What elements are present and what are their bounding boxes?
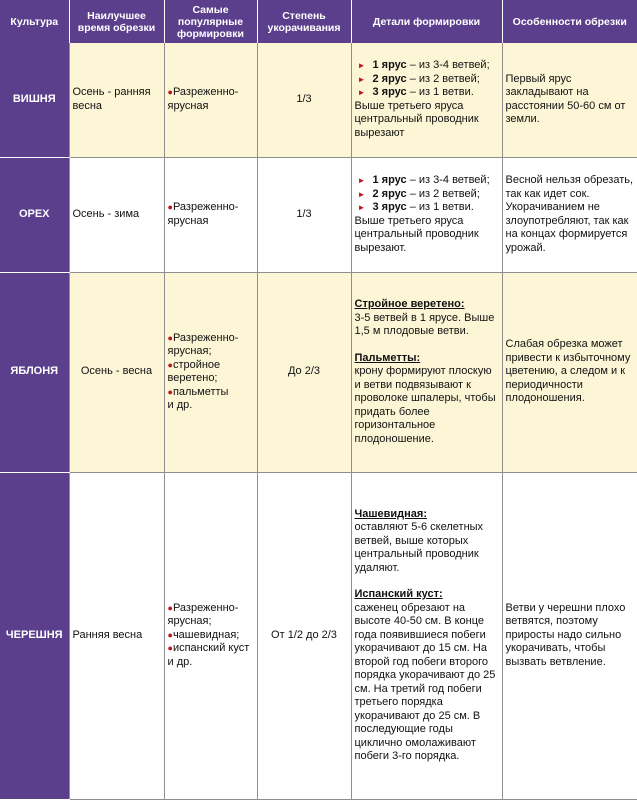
crop-name: ОРЕХ <box>0 157 69 272</box>
list-item: ► 3 ярус – из 1 ветви. <box>357 86 474 99</box>
col-header-details: Детали формировки <box>351 0 502 43</box>
arrow-right-icon: ► <box>357 74 366 84</box>
formations: ●Разреженно-ярусная; ●чашевидная; ●испанский куст и др. <box>164 472 257 799</box>
bullet-icon: ● <box>167 359 173 370</box>
pruning-features: Слабая обрезка может привести к избыточному цветению, а следом и к периодичности плодоношения. <box>502 272 637 472</box>
formation-details: ► 1 ярус – из 3-4 ветвей; ► 2 ярус – из 2 ветвей; ► 3 ярус – из 1 ветви. Выше третьего яруса центральный проводник вырезают. <box>351 157 502 272</box>
col-header-time: Наилучшее время обрезки <box>69 0 164 43</box>
col-header-forms: Самые популярные формировки <box>164 0 257 43</box>
pruning-features: Первый ярус закладывают на расстоянии 50-60 см от земли. <box>502 43 637 157</box>
detail-subtitle: Стройное веретено: <box>354 298 465 310</box>
bullet-icon: ● <box>167 332 173 343</box>
list-item: ► 1 ярус – из 3-4 ветвей; <box>357 174 490 186</box>
shortening-degree: От 1/2 до 2/3 <box>257 472 351 799</box>
formation-details: Стройное веретено: 3-5 ветвей в 1 ярусе. Выше 1,5 м плодовые ветви. Пальметты: крону формируют плоскую и ветви подвязывают к проволоке шпалеры, чтобы придать более горизонтальное плодоношение. <box>351 272 502 472</box>
pruning-time: Осень - ранняя весна <box>69 43 164 157</box>
bullet-icon: ● <box>167 386 173 397</box>
shortening-degree: 1/3 <box>257 157 351 272</box>
bullet-icon: ● <box>167 643 173 654</box>
bullet-icon: ● <box>167 87 173 98</box>
shortening-degree: До 2/3 <box>257 272 351 472</box>
table-row <box>0 272 637 472</box>
detail-subtitle: Испанский куст: <box>354 588 443 600</box>
crop-name: ВИШНЯ <box>0 43 69 157</box>
arrow-right-icon: ► <box>357 88 366 98</box>
detail-subtitle: Пальметты: <box>354 351 421 364</box>
table-row <box>0 472 637 799</box>
formations: ●Разреженно-ярусная <box>164 157 257 272</box>
pruning-features: Весной нельзя обрезать, так как идет сок. Укорачиванием не злоупотребляют, так как на концах формируется урожай. <box>502 157 637 272</box>
formation-details: Чашевидная: оставляют 5-6 скелетных ветвей, выше которых центральный проводник удаляют. Испанский куст: саженец обрезают на высоте 40-50 см. В конце года появившиеся побеги укорачивают до 15 см. На второй год побеги второго порядка укорачивают до 25 см. На третий год побеги третьего порядка укорачивают до 25 см. В последующие годы циклично омолаживают побеги 3-го порядка. <box>351 472 502 799</box>
formations: ●Разреженно-ярусная; ●стройное веретено; ●пальметты и др. <box>164 272 257 472</box>
pruning-time: Осень - весна <box>69 272 164 472</box>
pruning-time: Осень - зима <box>69 157 164 272</box>
pruning-features: Ветви у черешни плохо ветвятся, поэтому приросты надо сильно укорачивать, чтобы вызвать ветвление. <box>502 472 637 799</box>
arrow-right-icon: ► <box>357 189 366 199</box>
list-item: ► 2 ярус – из 2 ветвей; <box>357 72 480 85</box>
bullet-icon: ● <box>167 602 173 613</box>
table-row <box>0 43 637 157</box>
crop-name: ЧЕРЕШНЯ <box>0 472 69 799</box>
list-item: ► 2 ярус – из 2 ветвей; <box>357 187 480 200</box>
list-item: ► 1 ярус – из 3-4 ветвей; <box>357 59 490 72</box>
arrow-right-icon: ► <box>357 203 366 212</box>
pruning-time: Ранняя весна <box>69 472 164 799</box>
col-header-degree: Степень укорачивания <box>257 0 351 43</box>
formation-details: ► 1 ярус – из 3-4 ветвей; ► 2 ярус – из 2 ветвей; ► 3 ярус – из 1 ветви. Выше третьего яруса центральный проводник вырезают <box>351 43 502 157</box>
arrow-right-icon: ► <box>357 61 366 71</box>
list-item: ► 3 ярус – из 1 ветви. <box>357 201 474 213</box>
detail-subtitle: Чашевидная: <box>354 507 427 520</box>
col-header-features: Особенности обрезки <box>502 0 637 43</box>
crop-name: ЯБЛОНЯ <box>0 272 69 472</box>
table-row <box>0 157 637 272</box>
bullet-icon: ● <box>167 629 173 640</box>
shortening-degree: 1/3 <box>257 43 351 157</box>
arrow-right-icon: ► <box>357 176 366 185</box>
header-row <box>0 0 637 43</box>
bullet-icon: ● <box>167 202 173 212</box>
formations: ●Разреженно-ярусная <box>164 43 257 157</box>
col-header-crop: Культура <box>0 0 69 43</box>
